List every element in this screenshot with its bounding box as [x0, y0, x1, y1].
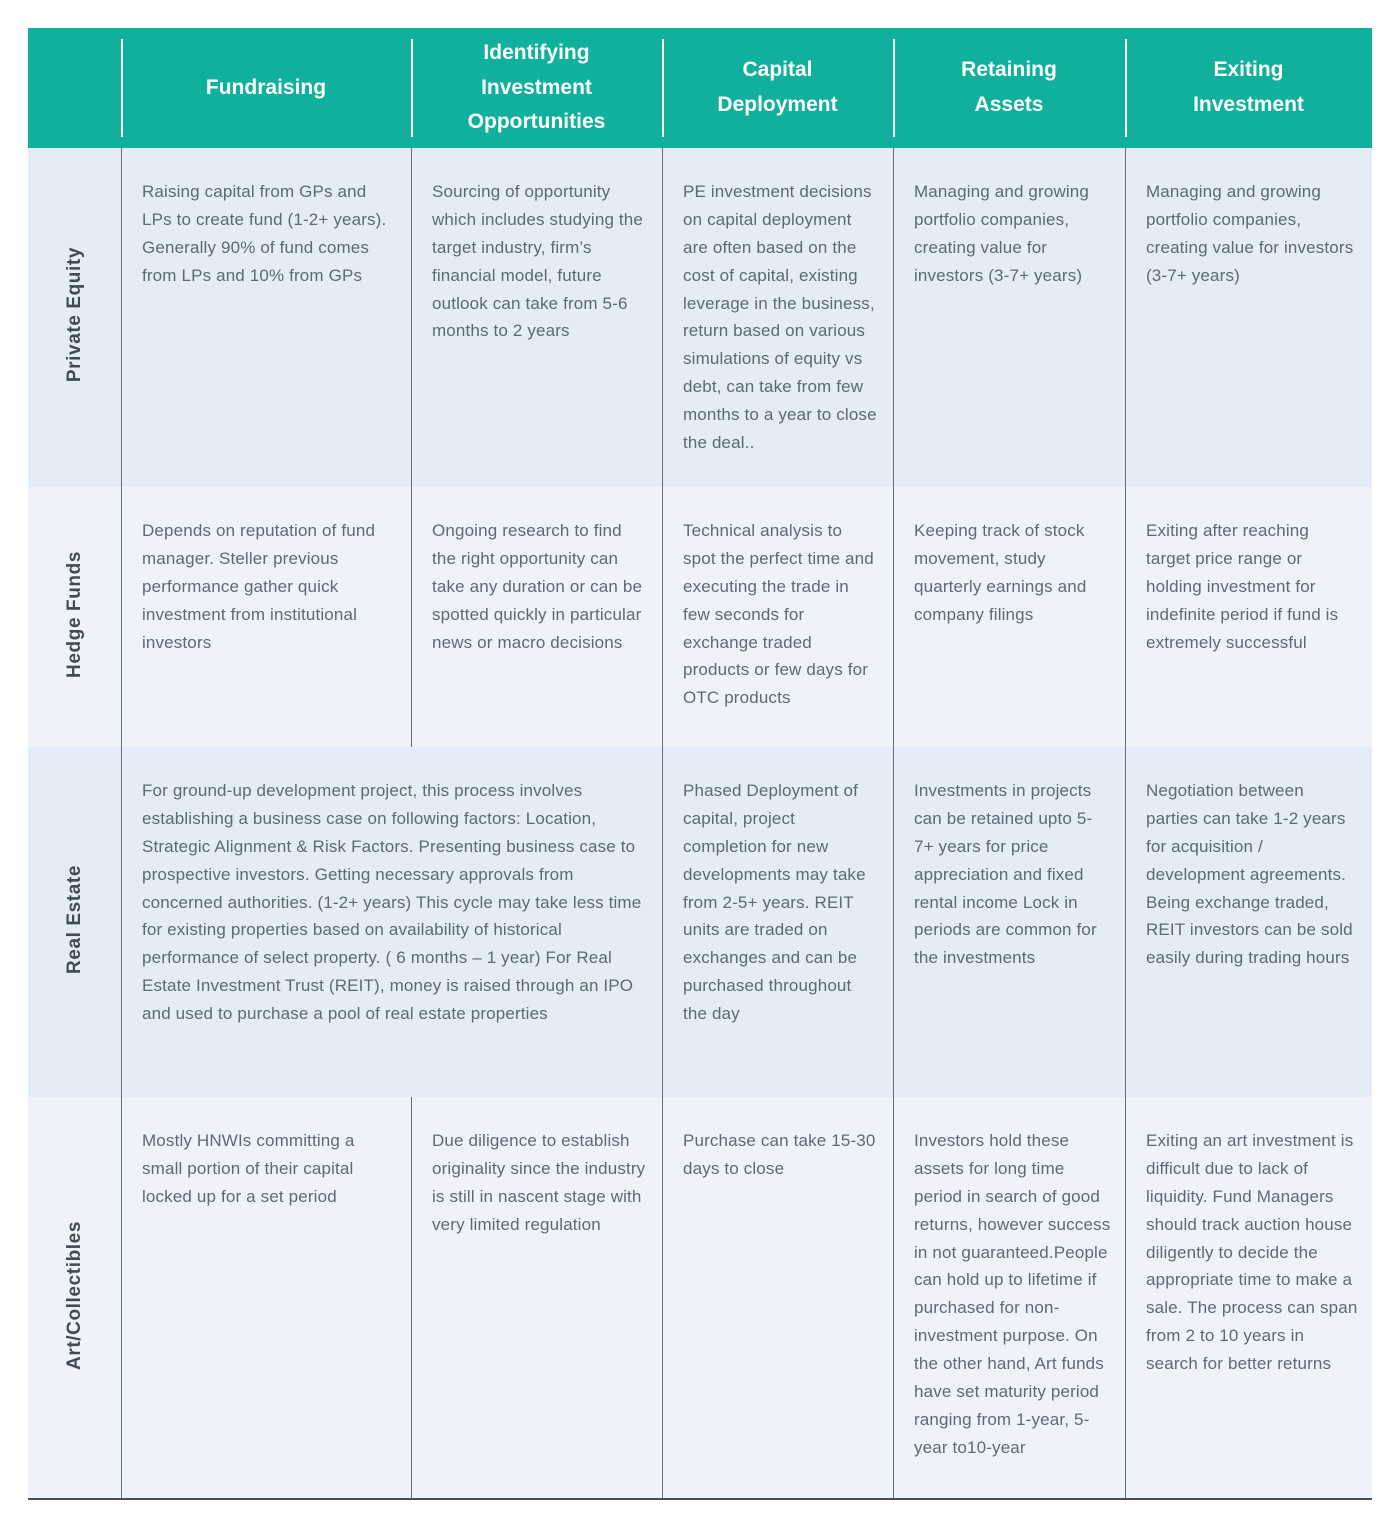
cell-art-collectibles-exiting-investment: Exiting an art investment is difficult due to lack of liquidity. Fund Managers should track auction house diligently to decide the appropriate time to make a sale. The process can span from 2 to 10 years in search for better returns	[1125, 1097, 1372, 1500]
column-header-retaining-assets: Retaining Assets	[893, 28, 1125, 148]
cell-private-equity-fundraising: Raising capital from GPs and LPs to create fund (1-2+ years). Generally 90% of fund comes from LPs and 10% from GPs	[121, 148, 411, 487]
cell-private-equity-exiting-investment: Managing and growing portfolio companies, creating value for investors (3-7+ years)	[1125, 148, 1372, 487]
cell-private-equity-identifying: Sourcing of opportunity which includes studying the target industry, firm’s financial model, future outlook can take from 5-6 months to 2 years	[411, 148, 662, 487]
header-row	[28, 28, 1372, 148]
column-header-capital-deployment: Capital Deployment	[662, 28, 893, 148]
corner-cell	[28, 28, 121, 148]
cell-hedge-funds-capital-deployment: Technical analysis to spot the perfect time and executing the trade in few seconds for exchange traded products or few days for OTC products	[662, 487, 893, 747]
cell-real-estate-exiting-investment: Negotiation between parties can take 1-2 years for acquisition / development agreements. Being exchange traded, REIT investors can be sold easily during trading hours	[1125, 747, 1372, 1097]
cell-real-estate-fundraising-identifying: For ground-up development project, this process involves establishing a business case on following factors: Location, Strategic Alignment & Risk Factors. Presenting business case to prospective investors. Getting necessary approvals from concerned authorities. (1-2+ years) This cycle may take less time for existing properties based on availability of historical performance of select property. ( 6 months – 1 year) For Real Estate Investment Trust (REIT), money is raised through an IPO and used to purchase a pool of real estate properties	[121, 747, 662, 1097]
row-label-art-collectibles: Art/Collectibles	[28, 1097, 121, 1500]
cell-art-collectibles-identifying: Due diligence to establish originality since the industry is still in nascent stage with very limited regulation	[411, 1097, 662, 1500]
row-label-private-equity: Private Equity	[28, 148, 121, 487]
row-real-estate	[28, 747, 1372, 1097]
column-header-exiting-investment: Exiting Investment	[1125, 28, 1372, 148]
row-label-real-estate: Real Estate	[28, 747, 121, 1097]
cell-art-collectibles-capital-deployment: Purchase can take 15-30 days to close	[662, 1097, 893, 1500]
row-art-collectibles	[28, 1097, 1372, 1500]
row-label-hedge-funds: Hedge Funds	[28, 487, 121, 747]
cell-hedge-funds-retaining-assets: Keeping track of stock movement, study quarterly earnings and company filings	[893, 487, 1125, 747]
cell-hedge-funds-exiting-investment: Exiting after reaching target price range or holding investment for indefinite period if fund is extremely successful	[1125, 487, 1372, 747]
cell-hedge-funds-identifying: Ongoing research to find the right opportunity can take any duration or can be spotted quickly in particular news or macro decisions	[411, 487, 662, 747]
cell-private-equity-retaining-assets: Managing and growing portfolio companies, creating value for investors (3-7+ years)	[893, 148, 1125, 487]
cell-art-collectibles-retaining-assets: Investors hold these assets for long time period in search of good returns, however success in not guaranteed.People can hold up to lifetime if purchased for non-investment purpose. On the other hand, Art funds have set maturity period ranging from 1-year, 5-year to10-year	[893, 1097, 1125, 1500]
cell-private-equity-capital-deployment: PE investment decisions on capital deployment are often based on the cost of capital, existing leverage in the business, return based on various simulations of equity vs debt, can take from few months to a year to close the deal..	[662, 148, 893, 487]
cell-real-estate-capital-deployment: Phased Deployment of capital, project completion for new developments may take from 2-5+ years. REIT units are traded on exchanges and can be purchased throughout the day	[662, 747, 893, 1097]
column-header-fundraising: Fundraising	[121, 28, 411, 148]
cell-real-estate-retaining-assets: Investments in projects can be retained upto 5-7+ years for price appreciation and fixed rental income Lock in periods are common for the investments	[893, 747, 1125, 1097]
row-private-equity	[28, 148, 1372, 487]
cell-hedge-funds-fundraising: Depends on reputation of fund manager. Steller previous performance gather quick investment from institutional investors	[121, 487, 411, 747]
investment-comparison-table	[28, 28, 1372, 1500]
column-header-identifying-investment-opportunities: Identifying Investment Opportunities	[411, 28, 662, 148]
row-hedge-funds	[28, 487, 1372, 747]
cell-art-collectibles-fundraising: Mostly HNWIs committing a small portion of their capital locked up for a set period	[121, 1097, 411, 1500]
